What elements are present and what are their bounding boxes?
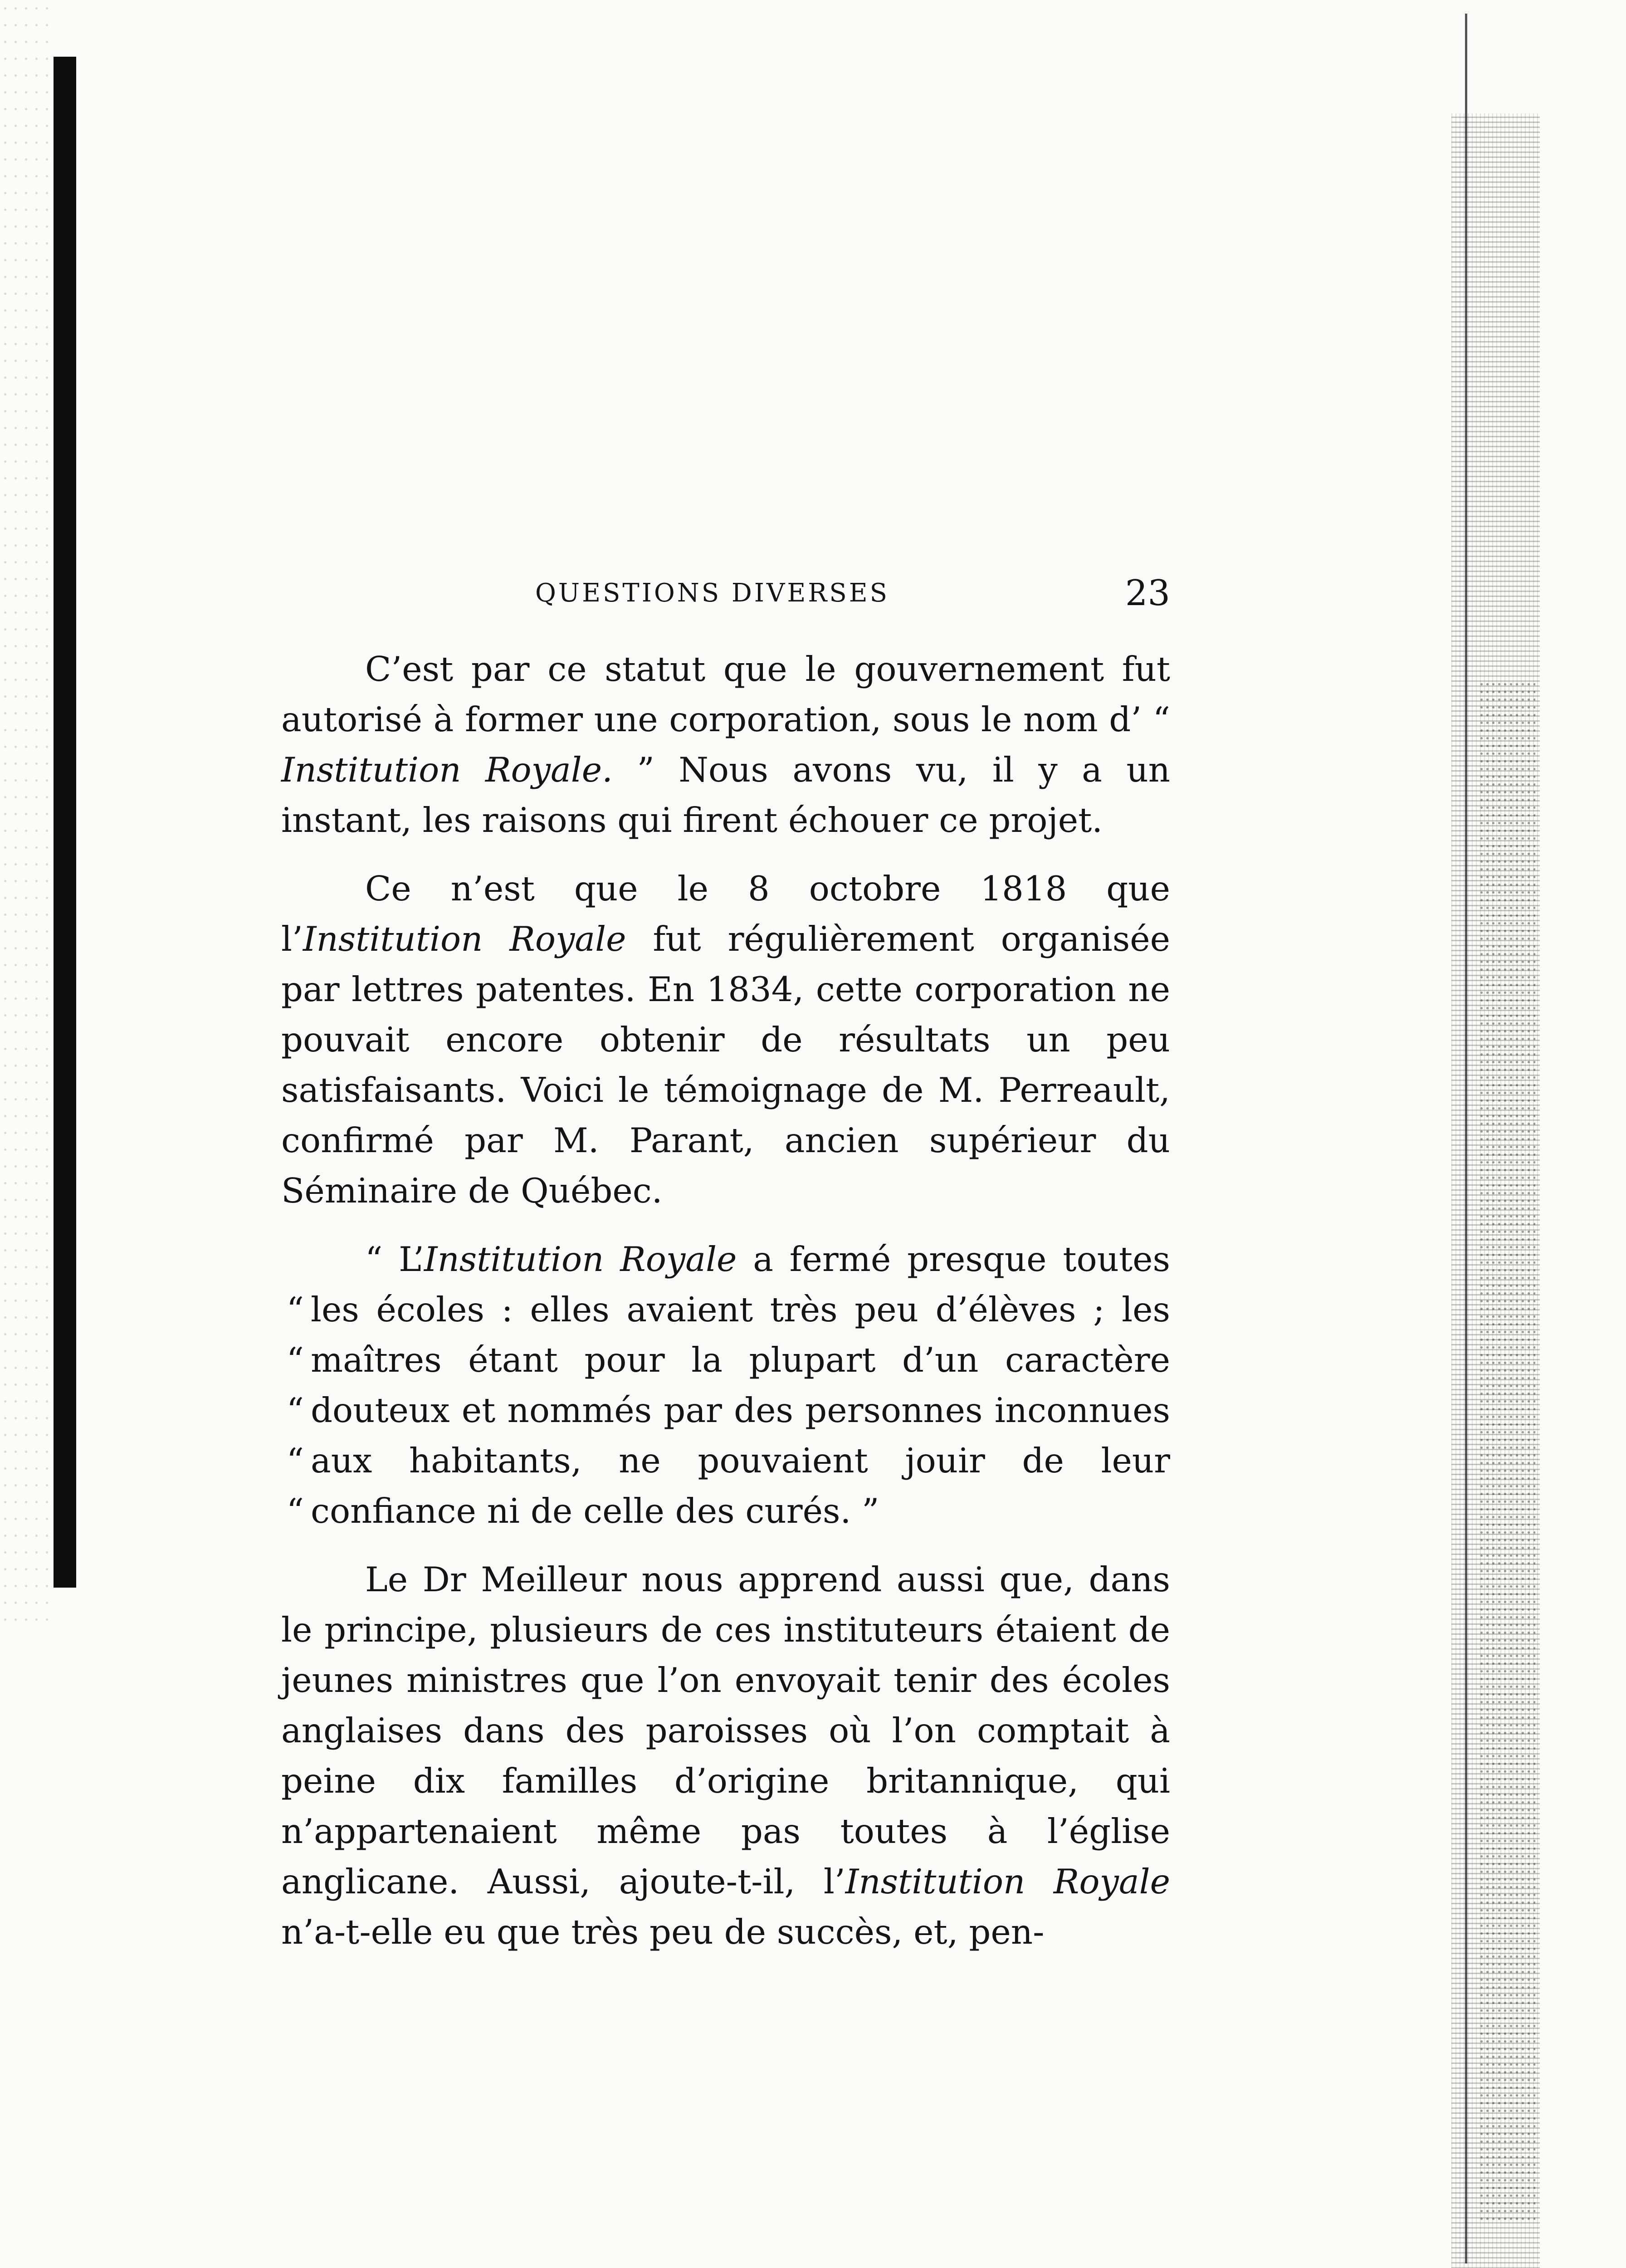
quotation-paragraph [281, 1234, 1170, 1536]
paragraph-4: Le Dr Meilleur nous apprend aussi que, dans le principe, plusieurs de ces instituteurs étaient de jeunes ministres que l’on envoyait tenir des écoles anglaises dans des paroisses où l’on comptait à peine dix familles d’origine britannique, qui n’appartenaient même pas toutes à l’église anglicane. Aussi, ajoute-t-il, l’Institution Royale n’a-t-elle eu que très peu de succès, et, pen- [281, 1559, 1170, 1952]
page-header [281, 569, 1170, 624]
italic-title: Institution Royale [303, 919, 626, 959]
quote-text: “ L’Institution Royale a fermé presque toutes les écoles : elles avaient très peu d’élèves ; les maîtres étant pour la plupart d’un caractère douteux et nommés par des personnes inconnues aux habitants, ne pouvaient jouir de leur confiance ni de celle des curés. ” [311, 1239, 1170, 1531]
italic-title: Institution Royale. [281, 750, 613, 790]
paragraph-2: Ce n’est que le 8 octobre 1818 que l’Institution Royale fut régulièrement organisée par lettres patentes. En 1834, cette corporation ne pouvait encore obtenir de résultats un peu satisfaisants. Voici le témoignage de M. Perreault, confirmé par M. Parant, ancien supérieur du Séminaire de Québec. [281, 869, 1170, 1211]
scan-edge-speckle [1479, 680, 1535, 2223]
binding-shadow [54, 57, 76, 1588]
quote-margin-marks: “ “ “ “ “ [286, 1290, 304, 1531]
page-number: 23 [1125, 573, 1170, 614]
italic-title: Institution Royale [845, 1862, 1170, 1901]
running-head: QUESTIONS DIVERSES [535, 578, 890, 608]
italic-title: Institution Royale [424, 1239, 737, 1279]
paragraph-1: C’est par ce statut que le gouvernement fut autorisé à former une corporation, sous le nom d’ “ Institution Royale. ” Nous avons vu, il y a un instant, les raisons qui firent échouer ce projet. [281, 649, 1170, 840]
scan-binding-noise [0, 0, 50, 1633]
text-body [281, 644, 1170, 1975]
